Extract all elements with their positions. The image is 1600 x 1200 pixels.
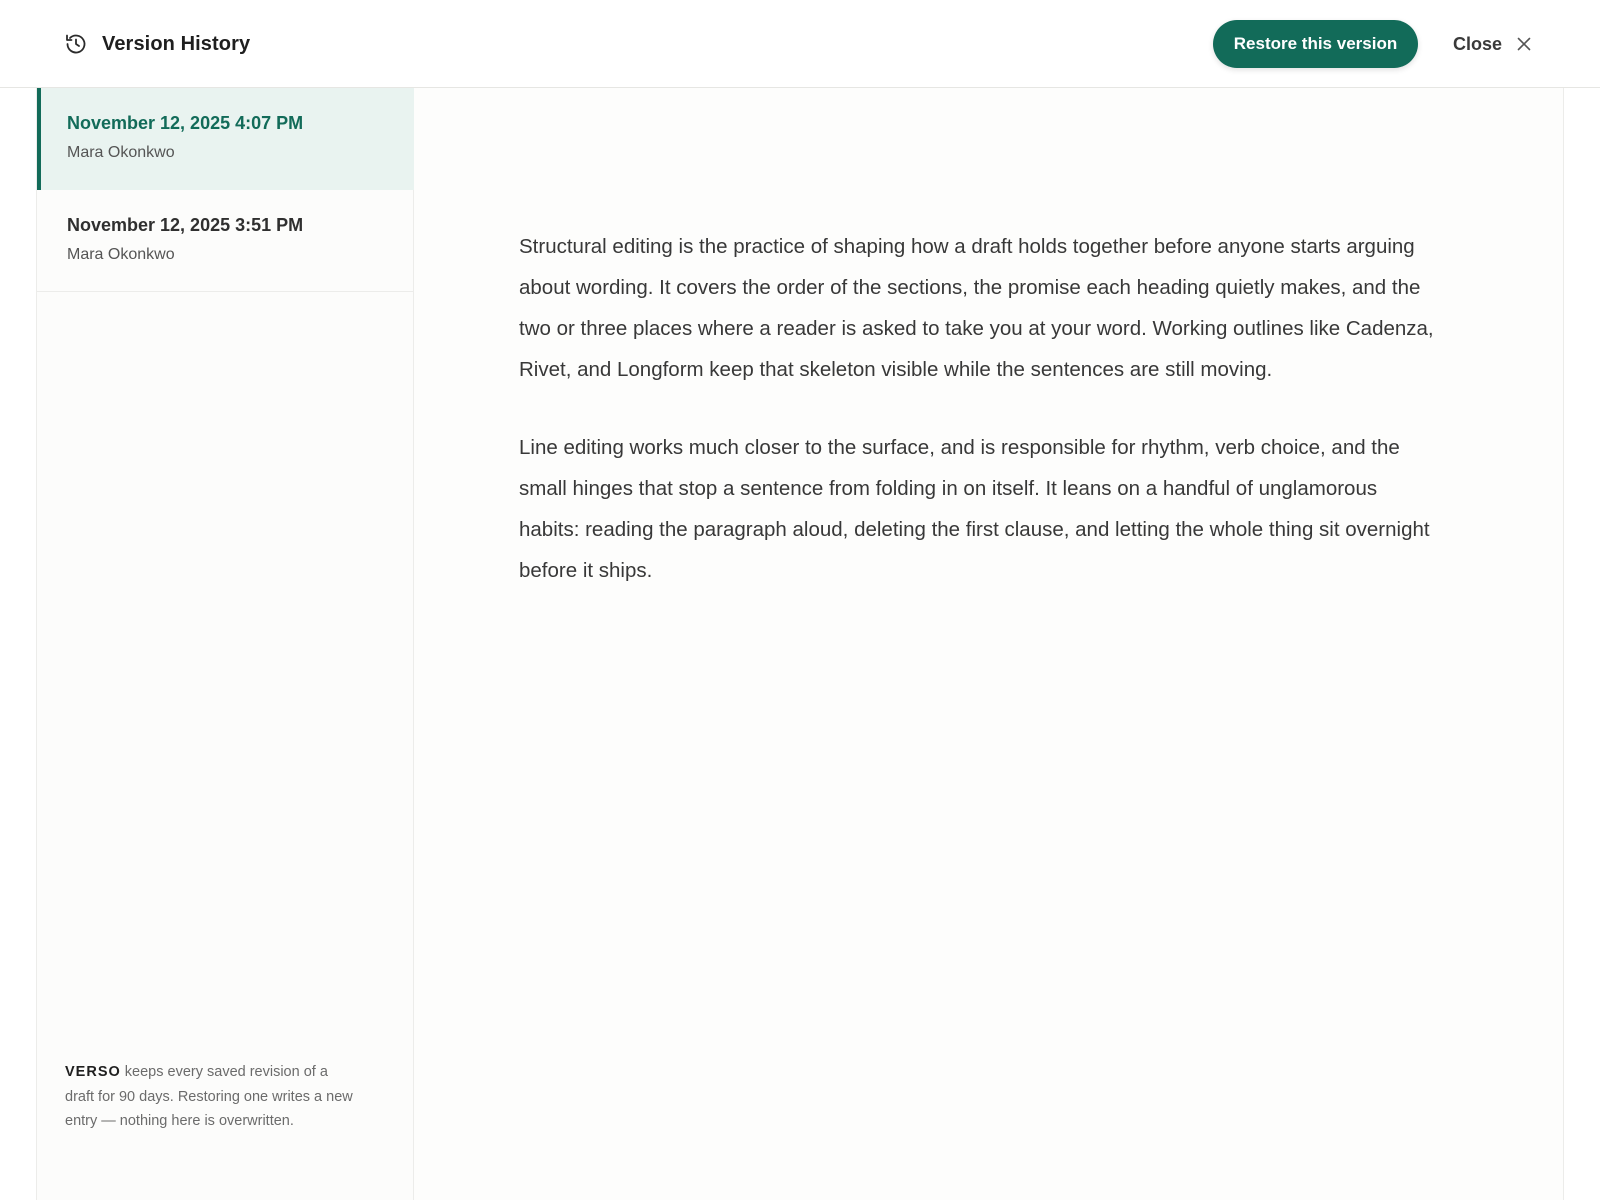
version-item-selected[interactable] (37, 88, 414, 190)
version-item[interactable] (37, 190, 414, 292)
header-bar (0, 0, 1600, 88)
brand-name: VERSO (65, 1064, 121, 1080)
close-button[interactable] (1453, 28, 1532, 60)
history-icon (64, 32, 88, 56)
document-body (519, 226, 1439, 628)
close-icon (1516, 36, 1532, 52)
version-list-sidebar (36, 88, 414, 1200)
header-title-group (64, 31, 250, 57)
document-preview (414, 88, 1564, 1200)
close-label: Close (1453, 33, 1503, 54)
retention-note (65, 1060, 355, 1134)
document-paragraph: Line editing works much closer to the surface, and is responsible for rhythm, verb choice, and the small hinges that stop a sentence from folding in on itself. It leans on a handful of unglamorous habits: reading the paragraph aloud, deleting the first clause, and letting the whole thing sit overnight before it ships. (519, 436, 1430, 582)
document-paragraph: Structural editing is the practice of shaping how a draft holds together before anyone starts arguing about wording. It covers the order of the sections, the promise each heading quietly makes, and the two or three places where a reader is asked to take you at your word. Working outlines like Cadenza, Rivet, and Longform keep that skeleton visible while the sentences are still moving. (519, 235, 1434, 381)
retention-note-text: keeps every saved revision of a draft for 90 days. Restoring one writes a new entry — nothing here is overwritten. (65, 1064, 353, 1129)
version-author: Mara Okonkwo (67, 144, 175, 161)
version-date: November 12, 2025 4:07 PM (67, 113, 304, 133)
page-title: Version History (102, 32, 251, 55)
version-author: Mara Okonkwo (67, 246, 175, 263)
restore-version-button[interactable]: Restore this version (1213, 20, 1418, 68)
version-date: November 12, 2025 3:51 PM (67, 215, 304, 235)
